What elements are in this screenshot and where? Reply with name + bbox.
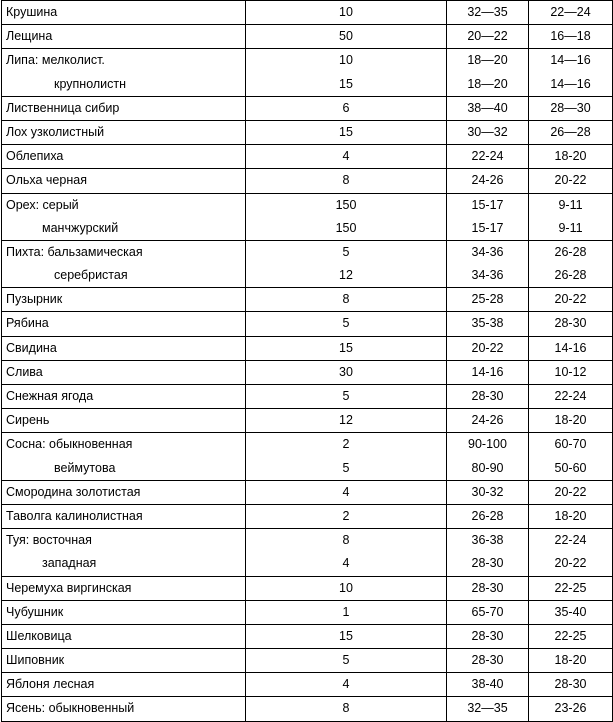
age-cell — [246, 145, 447, 169]
cell-value: 60-70 — [554, 437, 587, 452]
plant-name-cell — [2, 673, 246, 697]
table-row — [2, 288, 613, 312]
age-cell — [246, 649, 447, 673]
cell-value: 18—20 — [467, 76, 508, 91]
value-range-cell — [529, 120, 613, 144]
value-range-cell — [447, 385, 529, 409]
cell-value: 15 — [339, 76, 353, 91]
age-cell — [246, 25, 447, 49]
table-row — [2, 1, 613, 25]
cell-value: 20—22 — [467, 29, 508, 44]
cell-value: 8 — [342, 533, 350, 548]
cell-value: 28-30 — [471, 653, 504, 668]
cell-value: 36-38 — [471, 533, 504, 548]
value-range-cell — [447, 193, 529, 240]
value-range-cell — [447, 480, 529, 504]
plant-name: Лещина — [6, 29, 53, 44]
age-cell — [246, 96, 447, 120]
cell-value: 18-20 — [554, 653, 587, 668]
cell-value: 15-17 — [471, 197, 504, 212]
plant-name-cell — [2, 49, 246, 96]
plant-name: Орех: серый — [6, 197, 79, 212]
cell-value: 23-26 — [554, 701, 587, 716]
plant-name-cell — [2, 504, 246, 528]
cell-value: 12 — [339, 413, 353, 428]
age-cell — [246, 1, 447, 25]
table-row — [2, 673, 613, 697]
cell-value: 10 — [339, 5, 353, 19]
plant-name-cell — [2, 240, 246, 287]
plant-name: Лиственница сибир — [6, 100, 120, 115]
cell-value: 4 — [342, 677, 350, 692]
table-row — [2, 240, 613, 287]
plant-name-cell — [2, 336, 246, 360]
table-row — [2, 409, 613, 433]
cell-value: 30—32 — [467, 124, 508, 139]
value-range-cell — [447, 169, 529, 193]
age-cell — [246, 312, 447, 336]
value-range-cell — [447, 360, 529, 384]
cell-value: 15-17 — [471, 220, 504, 235]
value-range-cell — [529, 336, 613, 360]
cell-value: 30-32 — [471, 484, 504, 499]
plant-name: веймутова — [54, 460, 116, 475]
cell-value: 4 — [342, 556, 350, 571]
plant-name-cell — [2, 288, 246, 312]
cell-value: 4 — [342, 484, 350, 499]
table-row — [2, 49, 613, 96]
plant-name: Сирень — [6, 413, 50, 428]
plant-name: Ольха черная — [6, 173, 87, 188]
cell-value: 18-20 — [554, 149, 587, 164]
value-range-cell — [447, 240, 529, 287]
plant-name: Смородина золотистая — [6, 484, 141, 499]
age-cell — [246, 480, 447, 504]
cell-value: 5 — [342, 389, 350, 403]
table-row — [2, 649, 613, 673]
table-row — [2, 169, 613, 193]
cell-value: 28-30 — [471, 389, 504, 403]
cell-value: 80-90 — [471, 460, 504, 475]
age-cell — [246, 600, 447, 624]
value-range-cell — [447, 49, 529, 96]
plant-name: Ясень: обыкновенный — [6, 701, 135, 716]
plant-name: Снежная ягода — [6, 389, 94, 403]
cell-value: 34-36 — [471, 244, 504, 259]
plant-name-cell — [2, 360, 246, 384]
plant-name: Липа: мелколист. — [6, 53, 105, 68]
plant-name-cell — [2, 409, 246, 433]
age-cell — [246, 673, 447, 697]
plant-name-cell — [2, 649, 246, 673]
table-row — [2, 480, 613, 504]
cell-value: 22-25 — [554, 628, 587, 643]
plant-name: Пихта: бальзамическая — [6, 244, 143, 259]
cell-value: 28-30 — [554, 316, 587, 331]
value-range-cell — [447, 288, 529, 312]
age-cell — [246, 624, 447, 648]
value-range-cell — [529, 697, 613, 721]
value-range-cell — [529, 480, 613, 504]
cell-value: 20-22 — [471, 340, 504, 355]
cell-value: 10-12 — [554, 364, 587, 379]
plant-name: Чубушник — [6, 604, 64, 619]
cell-value: 4 — [342, 149, 350, 164]
age-cell — [246, 193, 447, 240]
age-cell — [246, 240, 447, 287]
age-cell — [246, 49, 447, 96]
value-range-cell — [529, 145, 613, 169]
cell-value: 65-70 — [471, 604, 504, 619]
table-row — [2, 193, 613, 240]
cell-value: 32—35 — [467, 701, 508, 716]
value-range-cell — [447, 25, 529, 49]
value-range-cell — [529, 673, 613, 697]
table-row — [2, 529, 613, 576]
cell-value: 90-100 — [468, 437, 507, 452]
value-range-cell — [529, 96, 613, 120]
value-range-cell — [447, 576, 529, 600]
plant-name-cell — [2, 433, 246, 480]
cell-value: 8 — [342, 173, 350, 188]
value-range-cell — [447, 697, 529, 721]
age-cell — [246, 169, 447, 193]
table-row — [2, 336, 613, 360]
value-range-cell — [529, 600, 613, 624]
plant-name: Таволга калинолистная — [6, 508, 143, 523]
cell-value: 22-24 — [471, 149, 504, 164]
table-body — [2, 1, 613, 722]
plant-name: Крушина — [6, 5, 58, 19]
plant-name: Свидина — [6, 340, 57, 355]
plant-name: Черемуха виргинская — [6, 580, 132, 595]
value-range-cell — [447, 673, 529, 697]
value-range-cell — [529, 385, 613, 409]
cell-value: 2 — [342, 508, 350, 523]
table-row — [2, 120, 613, 144]
cell-value: 26-28 — [554, 244, 587, 259]
cell-value: 35-38 — [471, 316, 504, 331]
value-range-cell — [529, 169, 613, 193]
cell-value: 22-25 — [554, 580, 587, 595]
cell-value: 18—20 — [467, 53, 508, 68]
cell-value: 5 — [342, 244, 350, 259]
plant-name: Лох узколистный — [6, 124, 105, 139]
plant-name-cell — [2, 697, 246, 721]
cell-value: 28—30 — [550, 100, 591, 115]
value-range-cell — [529, 504, 613, 528]
cell-value: 9-11 — [558, 197, 583, 212]
plant-name-cell — [2, 96, 246, 120]
value-range-cell — [447, 504, 529, 528]
plant-name: крупнолистн — [54, 76, 127, 91]
cell-value: 28-30 — [554, 677, 587, 692]
value-range-cell — [447, 145, 529, 169]
cell-value: 14-16 — [554, 340, 587, 355]
cell-value: 5 — [342, 460, 350, 475]
plant-name-cell — [2, 1, 246, 25]
value-range-cell — [529, 360, 613, 384]
value-range-cell — [529, 576, 613, 600]
cell-value: 35-40 — [554, 604, 587, 619]
cell-value: 5 — [342, 316, 350, 331]
cell-value: 38-40 — [471, 677, 504, 692]
cell-value: 15 — [339, 628, 353, 643]
plant-name: Сосна: обыкновенная — [6, 437, 133, 452]
table-row — [2, 145, 613, 169]
plant-name: Облепиха — [6, 149, 64, 164]
value-range-cell — [447, 624, 529, 648]
cell-value: 22—24 — [550, 5, 591, 19]
cell-value: 26—28 — [550, 124, 591, 139]
plant-name: Шиповник — [6, 653, 65, 668]
cell-value: 6 — [342, 100, 350, 115]
table-row — [2, 433, 613, 480]
cell-value: 8 — [342, 292, 350, 307]
age-cell — [246, 433, 447, 480]
age-cell — [246, 504, 447, 528]
cell-value: 20-22 — [554, 556, 587, 571]
value-range-cell — [447, 409, 529, 433]
value-range-cell — [529, 409, 613, 433]
cell-value: 15 — [339, 124, 353, 139]
plant-name-cell — [2, 385, 246, 409]
plant-name: Шелковица — [6, 628, 72, 643]
age-cell — [246, 576, 447, 600]
table-row — [2, 25, 613, 49]
cell-value: 38—40 — [467, 100, 508, 115]
plant-name-cell — [2, 120, 246, 144]
cell-value: 10 — [339, 580, 353, 595]
cell-value: 15 — [339, 340, 353, 355]
value-range-cell — [529, 193, 613, 240]
cell-value: 12 — [339, 268, 353, 283]
plant-name-cell — [2, 193, 246, 240]
cell-value: 150 — [335, 220, 357, 235]
value-range-cell — [529, 649, 613, 673]
plant-name-cell — [2, 480, 246, 504]
value-range-cell — [447, 649, 529, 673]
plant-name-cell — [2, 576, 246, 600]
age-cell — [246, 697, 447, 721]
plant-name: западная — [42, 556, 97, 571]
cell-value: 24-26 — [471, 413, 504, 428]
table-row — [2, 96, 613, 120]
cell-value: 14—16 — [550, 76, 591, 91]
cell-value: 20-22 — [554, 292, 587, 307]
plant-name: Рябина — [6, 316, 49, 331]
plant-name: Слива — [6, 364, 43, 379]
cell-value: 26-28 — [471, 508, 504, 523]
age-cell — [246, 360, 447, 384]
cell-value: 28-30 — [471, 628, 504, 643]
age-cell — [246, 336, 447, 360]
plant-name: серебристая — [54, 268, 128, 283]
value-range-cell — [447, 96, 529, 120]
value-range-cell — [529, 529, 613, 576]
plant-name-cell — [2, 624, 246, 648]
value-range-cell — [447, 529, 529, 576]
value-range-cell — [529, 1, 613, 25]
table-row — [2, 624, 613, 648]
value-range-cell — [447, 600, 529, 624]
cell-value: 24-26 — [471, 173, 504, 188]
cell-value: 26-28 — [554, 268, 587, 283]
plant-name-cell — [2, 145, 246, 169]
cell-value: 1 — [342, 604, 350, 619]
table-row — [2, 697, 613, 721]
cell-value: 32—35 — [467, 5, 508, 19]
cell-value: 14—16 — [550, 53, 591, 68]
cell-value: 20-22 — [554, 484, 587, 499]
plant-name: Туя: восточная — [6, 533, 92, 548]
value-range-cell — [529, 312, 613, 336]
cell-value: 10 — [339, 53, 353, 68]
cell-value: 22-24 — [554, 389, 587, 403]
cell-value: 22-24 — [554, 533, 587, 548]
cell-value: 50-60 — [554, 460, 587, 475]
age-cell — [246, 288, 447, 312]
cell-value: 30 — [339, 364, 353, 379]
cell-value: 5 — [342, 653, 350, 668]
age-cell — [246, 529, 447, 576]
value-range-cell — [447, 433, 529, 480]
cell-value: 16—18 — [550, 29, 591, 44]
table-row — [2, 385, 613, 409]
cell-value: 2 — [342, 437, 350, 452]
cell-value: 34-36 — [471, 268, 504, 283]
table-row — [2, 576, 613, 600]
plant-name-cell — [2, 25, 246, 49]
plant-data-table — [1, 0, 613, 722]
value-range-cell — [529, 433, 613, 480]
value-range-cell — [447, 312, 529, 336]
value-range-cell — [529, 49, 613, 96]
cell-value: 20-22 — [554, 173, 587, 188]
plant-name-cell — [2, 312, 246, 336]
age-cell — [246, 120, 447, 144]
value-range-cell — [529, 288, 613, 312]
cell-value: 150 — [335, 197, 357, 212]
cell-value: 9-11 — [558, 220, 583, 235]
value-range-cell — [529, 25, 613, 49]
plant-name-cell — [2, 529, 246, 576]
value-range-cell — [529, 240, 613, 287]
cell-value: 25-28 — [471, 292, 504, 307]
cell-value: 14-16 — [471, 364, 504, 379]
cell-value: 28-30 — [471, 580, 504, 595]
plant-name-cell — [2, 600, 246, 624]
value-range-cell — [529, 624, 613, 648]
plant-name: Пузырник — [6, 292, 63, 307]
table-row — [2, 504, 613, 528]
cell-value: 28-30 — [471, 556, 504, 571]
cell-value: 50 — [339, 29, 353, 44]
age-cell — [246, 409, 447, 433]
cell-value: 18-20 — [554, 508, 587, 523]
table-row — [2, 600, 613, 624]
age-cell — [246, 385, 447, 409]
plant-name-cell — [2, 169, 246, 193]
value-range-cell — [447, 336, 529, 360]
value-range-cell — [447, 120, 529, 144]
value-range-cell — [447, 1, 529, 25]
table-row — [2, 312, 613, 336]
table-row — [2, 360, 613, 384]
plant-name: манчжурский — [42, 220, 119, 235]
cell-value: 8 — [342, 701, 350, 716]
cell-value: 18-20 — [554, 413, 587, 428]
plant-name: Яблоня лесная — [6, 677, 95, 692]
